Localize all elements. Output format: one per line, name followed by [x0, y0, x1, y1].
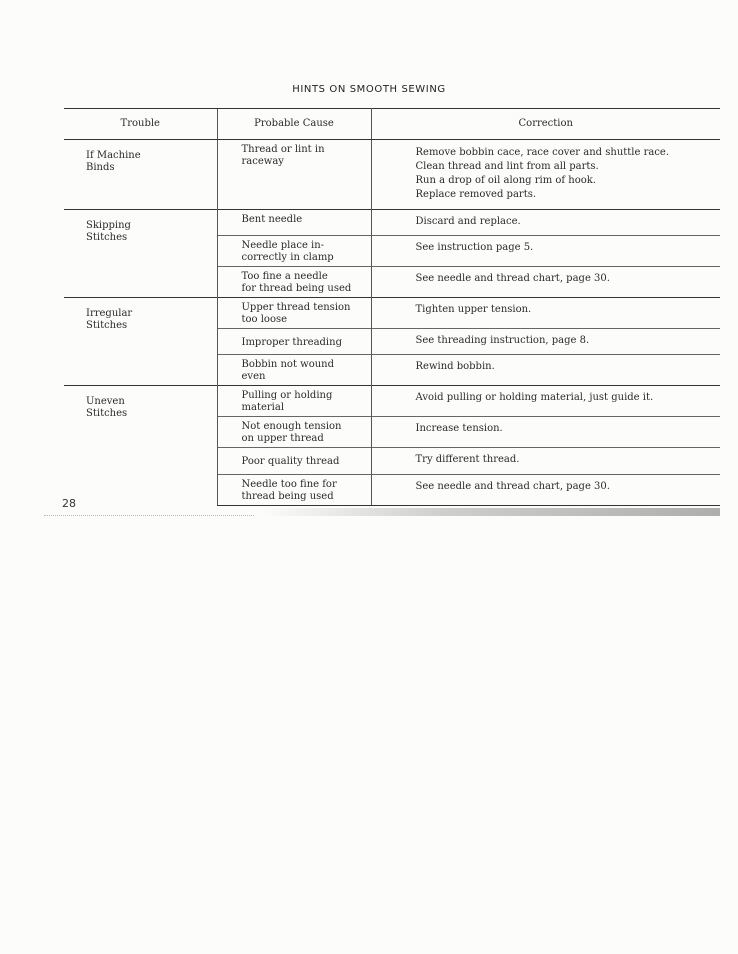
correction-cell [371, 210, 720, 236]
trouble-text: Skipping [86, 220, 131, 231]
trouble-text: Stitches [86, 408, 128, 419]
cause-text: Not enough tension [241, 421, 342, 432]
cause-text: Needle too fine for [241, 479, 337, 490]
correction-text: Remove bobbin cace, race cover and shuttle race. [415, 147, 670, 158]
correction-text: See needle and thread chart, page 30. [415, 481, 610, 492]
cause-text: even [241, 371, 266, 382]
header-probable-cause: Probable Cause [217, 109, 371, 140]
page-title: HINTS ON SMOOTH SEWING [292, 84, 446, 95]
table-row [64, 140, 720, 210]
header-trouble: Trouble [64, 109, 217, 140]
cause-text: Poor quality thread [241, 456, 340, 467]
cause-text: Too fine a needle [241, 271, 328, 282]
cause-cell [217, 210, 371, 236]
trouble-cell [64, 140, 217, 210]
correction-cell [371, 355, 720, 386]
cause-text: Thread or lint in [241, 144, 325, 155]
correction-cell [371, 236, 720, 267]
correction-text: Increase tension. [415, 423, 503, 434]
trouble-text: Stitches [86, 320, 128, 331]
trouble-cell [64, 386, 217, 506]
trouble-text: Stitches [86, 232, 128, 243]
trouble-text: Uneven [86, 396, 125, 407]
correction-cell [371, 267, 720, 298]
correction-text: Tighten upper tension. [415, 304, 532, 315]
correction-cell [371, 475, 720, 506]
table-header-row [64, 109, 720, 140]
page-number: 28 [62, 497, 76, 510]
correction-text: Run a drop of oil along rim of hook. [415, 175, 596, 186]
cause-text: raceway [241, 156, 284, 167]
cause-cell [217, 298, 371, 329]
correction-cell [371, 329, 720, 355]
cause-cell [217, 140, 371, 210]
cause-cell [217, 355, 371, 386]
scan-shadow-band [260, 508, 720, 516]
correction-text: Replace removed parts. [415, 189, 537, 200]
cause-text: Needle place in- [241, 240, 325, 251]
cause-text: too loose [241, 314, 288, 325]
cause-text: Bobbin not wound [241, 359, 335, 370]
cause-cell [217, 448, 371, 475]
cause-cell [217, 386, 371, 417]
scan-dotted-line [44, 515, 254, 517]
cause-text: Pulling or holding [241, 390, 333, 401]
cause-text: Improper threading [241, 337, 342, 348]
trouble-cell [64, 298, 217, 386]
cause-text: material [241, 402, 285, 413]
correction-cell [371, 448, 720, 475]
cause-text: Upper thread tension [241, 302, 351, 313]
correction-text: Avoid pulling or holding material, just guide it. [415, 392, 654, 403]
correction-text: Rewind bobbin. [415, 361, 495, 372]
cause-cell [217, 475, 371, 506]
cause-text: Bent needle [241, 214, 303, 225]
table-row [64, 298, 720, 329]
trouble-cell [64, 210, 217, 298]
cause-text: for thread being used [241, 283, 352, 294]
correction-text: See threading instruction, page 8. [415, 335, 590, 346]
trouble-text: Binds [86, 162, 115, 173]
cause-cell [217, 329, 371, 355]
correction-cell [371, 386, 720, 417]
correction-text: Clean thread and lint from all parts. [415, 161, 599, 172]
correction-cell [371, 140, 720, 210]
hints-table [64, 108, 720, 506]
trouble-text: Irregular [86, 308, 133, 319]
cause-text: correctly in clamp [241, 252, 334, 263]
cause-text: on upper thread [241, 433, 324, 444]
correction-cell [371, 298, 720, 329]
trouble-text: If Machine [86, 150, 141, 161]
header-correction: Correction [371, 109, 720, 140]
correction-text: See needle and thread chart, page 30. [415, 273, 610, 284]
table-row [64, 386, 720, 417]
correction-text: Discard and replace. [415, 216, 521, 227]
correction-text: See instruction page 5. [415, 242, 534, 253]
correction-cell [371, 417, 720, 448]
cause-cell [217, 267, 371, 298]
cause-text: thread being used [241, 491, 334, 502]
cause-cell [217, 417, 371, 448]
correction-text: Try different thread. [415, 454, 520, 465]
table-row [64, 210, 720, 236]
cause-cell [217, 236, 371, 267]
